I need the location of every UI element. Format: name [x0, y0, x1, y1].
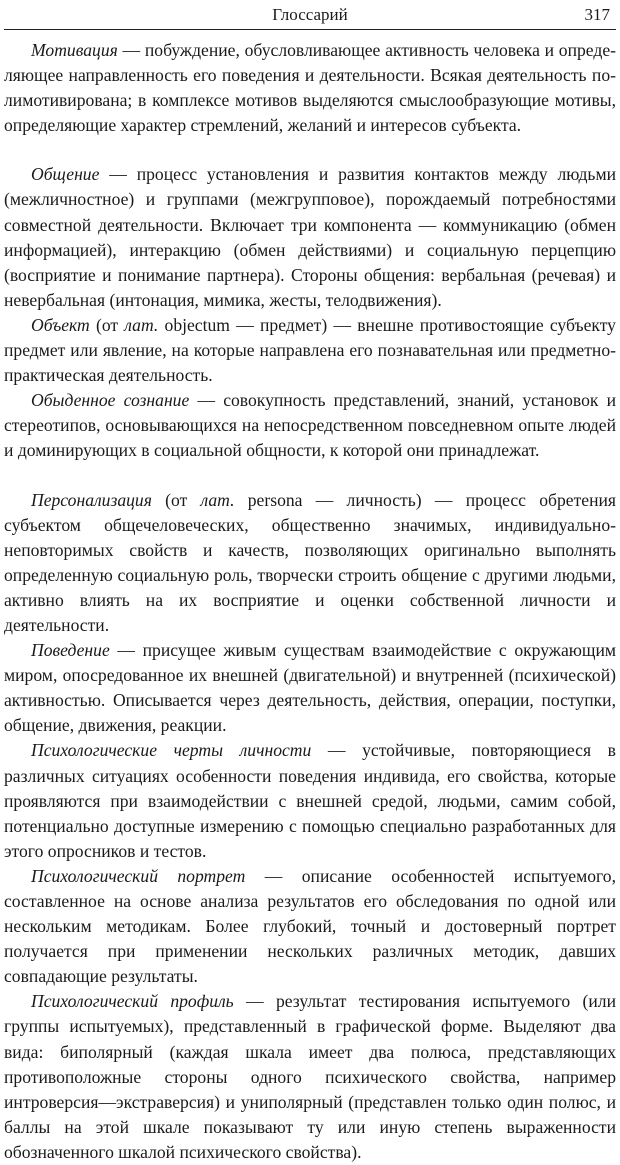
entry-etymology-lang: лат.	[200, 489, 235, 510]
entry-etymology-prefix: (от	[89, 314, 125, 335]
glossary-body	[4, 38, 616, 1165]
entry-etymology-word: objectum — предмет)	[158, 314, 328, 335]
glossary-entry-personality-traits	[4, 738, 616, 863]
entry-term: Психологические черты личности	[31, 740, 312, 761]
entry-text: — совокупность представлений, знаний, установок и стереотипов, основывающихся на непосредственном повседневном опыте людей и доминирующих в социальной общности, к которой они принадлежат.	[4, 390, 616, 461]
entry-text: — присущее живым существам взаимодействие с окружающим миром, опосредованное их внешней (двигательной) и внутренней (психической) активностью. Описывается через деятельность, действия, операции, поступки, общение, движения, реакции.	[4, 640, 616, 736]
entry-text: — внешне противостоящие субъекту предмет или явление, на которые направлена его познавательная или предметно-практическая деятельность.	[4, 314, 616, 386]
glossary-entry-psychological-portrait	[4, 864, 616, 989]
entry-text: — устойчивые, повторяющиеся в различных ситуациях особенности поведения индивида, его свойства, которые проявляются при взаимодействии с внешней средой, людьми, самим собой, потенциально доступные измерению с помощью специально разработанных для этого опросников и тестов.	[4, 740, 616, 861]
entry-term: Обыденное сознание	[31, 390, 190, 411]
glossary-entry-behavior	[4, 638, 616, 738]
entry-etymology-word: persona — личность)	[234, 489, 422, 510]
entry-etymology-lang: лат.	[124, 314, 159, 335]
glossary-entry-communication	[4, 162, 616, 313]
entry-etymology-prefix: (от	[151, 489, 201, 510]
glossary-entry-everyday-consciousness	[4, 388, 616, 463]
page-number: 317	[584, 5, 610, 24]
entry-text: — побуждение, обусловливающее активность человека и определяющее направленность его поведения и деятельности. Всякая деятельность полимотивирована; в комплексе мотивов выделяются смыслообразующие мотивы, определяющие характер стремлений, желаний и интересов субъекта.	[4, 40, 616, 136]
entry-text: — процесс установления и развития контактов между людьми (межличностное) и группами (межгрупповое), порождаемый потребностями совместной деятельности. Включает три компонента — коммуникацию (обмен информацией), интеракцию (обмен действиями) и социальную перцепцию (восприятие и понимание партнера). Стороны общения: вербальная (речевая) и невербальная (интонация, мимика, жесты, телодвижения).	[4, 164, 616, 310]
entry-text: — описание особенностей испытуемого, составленное на основе анализа результатов его обследования по одной или нескольким методикам. Более глубокий, точный и достоверный портрет получается при применении нескольких различных методик, давших совпадающие результаты.	[4, 865, 616, 987]
running-header	[4, 4, 616, 26]
header-title: Глоссарий	[272, 5, 348, 24]
entry-term: Психологический портрет	[31, 865, 246, 886]
entry-term: Поведение	[31, 640, 110, 661]
entry-term: Мотивация	[31, 40, 118, 60]
entry-term: Психологический профиль	[31, 991, 234, 1012]
glossary-entry-motivation	[4, 38, 616, 138]
entry-term: Общение	[31, 164, 100, 185]
entry-text: — результат тестирования испытуемого (или группы испытуемых), представленный в графической форме. Выделяют два вида: биполярный (каждая шкала имеет два полюса, представляющих противоположные стороны одного психического свойства, например интроверсия—экстраверсия) и униполярный (представлен только один полюс, и баллы на этой шкале показывают ту или иную степень выраженности обозначенного шкалой психического свойства).	[4, 991, 616, 1162]
glossary-entry-personalization	[4, 488, 616, 639]
entry-term: Объект	[31, 314, 90, 335]
glossary-entry-psychological-profile	[4, 989, 616, 1165]
glossary-entry-object	[4, 313, 616, 388]
entry-text: — процесс обретения субъектом общечеловеческих, общественно значимых, индивидуально-неповторимых свойств и качеств, позволяющих оригинально выполнять определенную социальную роль, творчески строить общение с другими людьми, активно влиять на их восприятие и оценки собственной личности и деятельности.	[4, 489, 616, 635]
header-divider	[4, 29, 616, 30]
entry-term: Персонализация	[31, 489, 152, 510]
